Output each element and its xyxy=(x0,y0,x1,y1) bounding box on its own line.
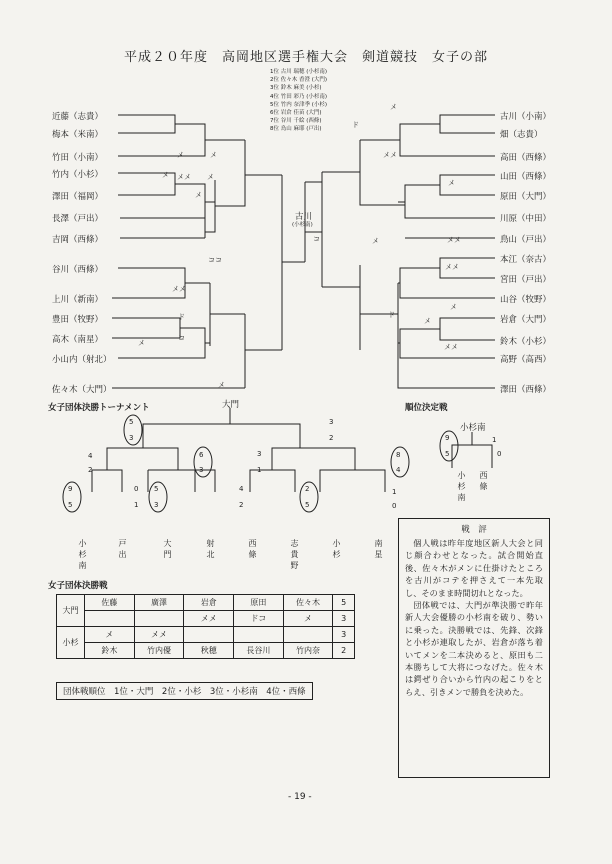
team-finalist: 大門 xyxy=(222,400,240,410)
placement-score: 0 xyxy=(497,450,502,458)
team-score: 3 xyxy=(154,501,159,509)
team-score: 2 xyxy=(305,485,310,493)
score-mark: ド xyxy=(352,121,359,129)
player-name: 上川（新南） xyxy=(52,295,104,305)
player-cell: 竹内優 xyxy=(134,643,184,659)
placement-score: 9 xyxy=(445,434,450,442)
player-name: 山田（西條） xyxy=(500,172,552,182)
score-mark: メ xyxy=(207,173,214,181)
score-mark: メ xyxy=(138,339,145,347)
page-number: - 19 - xyxy=(288,792,312,802)
team-score: 5 xyxy=(305,501,310,509)
team-score: 1 xyxy=(392,488,397,496)
score-mark: メ xyxy=(162,171,169,179)
player-cell: 竹内奈 xyxy=(283,643,333,659)
table-row xyxy=(57,643,355,659)
player-name: 本江（奈古） xyxy=(500,255,552,265)
player-name: 宮田（戸出） xyxy=(500,275,552,285)
team-score: 4 xyxy=(239,485,244,493)
ranking-item: 4位 竹田 彩乃 (小杉南) xyxy=(270,93,328,100)
player-name: 岩倉（大門） xyxy=(500,315,552,325)
score-mark: コ xyxy=(313,235,320,243)
mark-cell: メメ xyxy=(184,611,234,627)
placement-score: 5 xyxy=(445,450,450,458)
final-title: 女子団体決勝戦 xyxy=(48,581,108,591)
placement-winner: 小杉南 xyxy=(460,423,486,433)
team-name: 志貴野 xyxy=(290,539,299,570)
player-cell: 廣澤 xyxy=(134,595,184,611)
score-mark: ド xyxy=(388,311,395,319)
team-name: 小杉南 xyxy=(78,539,87,570)
player-cell: 長谷川 xyxy=(234,643,284,659)
score-mark: メメ xyxy=(383,151,397,159)
score-mark: メ xyxy=(195,191,202,199)
ranking-item: 3位 鈴木 麻美 (小杉) xyxy=(270,85,322,92)
ranking-item: 5位 竹内 奈津季 (小杉) xyxy=(270,101,328,108)
ranking-item: 7位 谷川 千絵 (西條) xyxy=(270,118,322,125)
team-score: 5 xyxy=(68,501,73,509)
review-box xyxy=(398,518,550,778)
team-name: 大門 xyxy=(163,539,172,559)
team-score: 4 xyxy=(396,466,401,474)
score-mark: メ xyxy=(177,151,184,159)
team-score: 2 xyxy=(329,434,334,442)
player-name: 山谷（牧野） xyxy=(500,295,552,305)
score-mark: コ xyxy=(178,334,185,342)
mark-cell xyxy=(134,611,184,627)
mark-cell xyxy=(184,627,234,643)
player-name: 川原（中田） xyxy=(500,214,552,224)
team-cell: 小杉 xyxy=(57,627,85,659)
team-score: 2 xyxy=(239,501,244,509)
team-score: 5 xyxy=(129,418,134,426)
team-score: 3 xyxy=(329,418,334,426)
score-mark: メメ xyxy=(172,285,186,293)
player-name: 小山内（射北） xyxy=(52,355,112,365)
placement-team: 西條 xyxy=(479,471,488,491)
score-mark: メメ xyxy=(445,263,459,271)
score-cell: 3 xyxy=(333,611,355,627)
team-tournament-title: 女子団体決勝トーナメント xyxy=(48,403,150,413)
page-title: 平成２０年度 高岡地区選手権大会 剣道競技 女子の部 xyxy=(123,50,488,65)
player-name: 豊田（牧野） xyxy=(52,315,104,325)
player-name: 梅本（米南） xyxy=(52,130,104,140)
player-name: 畑（志貴） xyxy=(500,130,543,140)
placement-score: 1 xyxy=(492,436,497,444)
score-mark: メ xyxy=(448,179,455,187)
player-cell: 原田 xyxy=(234,595,284,611)
player-cell: 秋穂 xyxy=(184,643,234,659)
team-score: 9 xyxy=(68,485,73,493)
score-mark: メ xyxy=(424,317,431,325)
team-score: 8 xyxy=(396,451,401,459)
placement-team: 小杉南 xyxy=(457,471,466,502)
team-name: 西條 xyxy=(248,539,257,559)
team-score: 2 xyxy=(88,466,93,474)
team-name: 南星 xyxy=(374,539,383,559)
table-row xyxy=(57,595,355,611)
team-cell: 大門 xyxy=(57,595,85,627)
review-paragraph: 団体戦では、大門が準決勝で昨年新人大会優勝の小杉南を破り、勢いに乗った。決勝戦では、先鋒、次鋒と小杉が連取したが、岩倉が落ち着いてメンを二本決めると、原田も二本勝ちして大将につなげた。佐々木は鍔ぜり合いから竹内の起こりをとらえ、引きメンで勝負を決めた。 xyxy=(405,600,543,697)
score-mark: メ xyxy=(372,237,379,245)
player-name: 澤田（西條） xyxy=(500,385,552,395)
player-name: 佐々木（大門） xyxy=(52,385,112,395)
champion-school: (小杉南) xyxy=(292,222,313,228)
mark-cell xyxy=(85,611,135,627)
team-score: 0 xyxy=(134,485,139,493)
ranking-item: 6位 岩倉 佳苗 (大門) xyxy=(270,110,322,117)
ranking-item: 1位 古川 瑞穂 (小杉南) xyxy=(270,69,328,75)
player-name: 近藤（志貴） xyxy=(52,112,104,122)
score-mark: メメ xyxy=(177,173,191,181)
final-score-table xyxy=(56,594,355,659)
player-name: 高田（西條） xyxy=(500,153,552,163)
placement-title: 順位決定戦 xyxy=(405,403,448,413)
team-name: 小杉 xyxy=(332,539,341,559)
ranking-item: 8位 鳥山 麻耶 (戸出) xyxy=(270,126,322,133)
team-score: 1 xyxy=(257,466,262,474)
team-score: 3 xyxy=(199,466,204,474)
team-score: 1 xyxy=(134,501,139,509)
score-mark: メ xyxy=(390,103,397,111)
team-score: 3 xyxy=(257,450,262,458)
champion-name: 古川 xyxy=(295,212,313,222)
score-mark: ココ xyxy=(208,256,222,264)
score-mark: メ xyxy=(218,381,225,389)
team-score: 0 xyxy=(392,502,397,510)
score-mark: メメ xyxy=(447,236,461,244)
player-name: 高野（高西） xyxy=(500,355,552,365)
team-score: 4 xyxy=(88,452,93,460)
mark-cell: メ xyxy=(283,611,333,627)
score-cell: 3 xyxy=(333,627,355,643)
player-name: 高木（南星） xyxy=(52,335,104,345)
player-cell: 鈴木 xyxy=(85,643,135,659)
mark-cell: メ xyxy=(85,627,135,643)
ranking-item: 2位 佐々木 香澄 (大門) xyxy=(270,77,328,84)
player-name: 竹田（小南） xyxy=(52,153,104,163)
score-mark: メ xyxy=(210,151,217,159)
score-mark: ド xyxy=(178,313,185,321)
mark-cell xyxy=(283,627,333,643)
score-cell: 5 xyxy=(333,595,355,611)
team-name: 射北 xyxy=(206,539,215,559)
mark-cell xyxy=(234,627,284,643)
team-order: 団体戦順位 1位・大門 2位・小杉 3位・小杉南 4位・西條 xyxy=(56,682,313,700)
table-row xyxy=(57,611,355,627)
player-name: 竹内（小杉） xyxy=(52,170,104,180)
mark-cell: ドコ xyxy=(234,611,284,627)
player-cell: 佐々木 xyxy=(283,595,333,611)
mark-cell: メメ xyxy=(134,627,184,643)
player-name: 鳥山（戸出） xyxy=(500,235,552,245)
table-row xyxy=(57,627,355,643)
player-name: 吉岡（西條） xyxy=(52,235,104,245)
player-name: 谷川（西條） xyxy=(52,265,104,275)
player-name: 長澤（戸出） xyxy=(52,214,104,224)
player-name: 古川（小南） xyxy=(500,112,552,122)
team-score: 3 xyxy=(129,434,134,442)
review-title: 戦 評 xyxy=(461,525,487,535)
score-cell: 2 xyxy=(333,643,355,659)
team-score: 5 xyxy=(154,485,159,493)
score-mark: メメ xyxy=(444,343,458,351)
player-name: 鈴木（小杉） xyxy=(500,337,552,347)
team-name: 戸出 xyxy=(118,539,127,559)
team-score: 6 xyxy=(199,451,204,459)
score-mark: メ xyxy=(450,303,457,311)
review-paragraph: 個人戦は昨年度地区新人大会と同じ顔合わせとなった。試合開始直後、佐々木がメンに仕掛けたところを古川がコテを押さえて一本先取し、そのまま時間切れとなった。 xyxy=(405,538,543,598)
player-name: 澤田（福岡） xyxy=(52,192,104,202)
player-cell: 岩倉 xyxy=(184,595,234,611)
player-name: 原田（大門） xyxy=(500,192,552,202)
player-cell: 佐藤 xyxy=(85,595,135,611)
